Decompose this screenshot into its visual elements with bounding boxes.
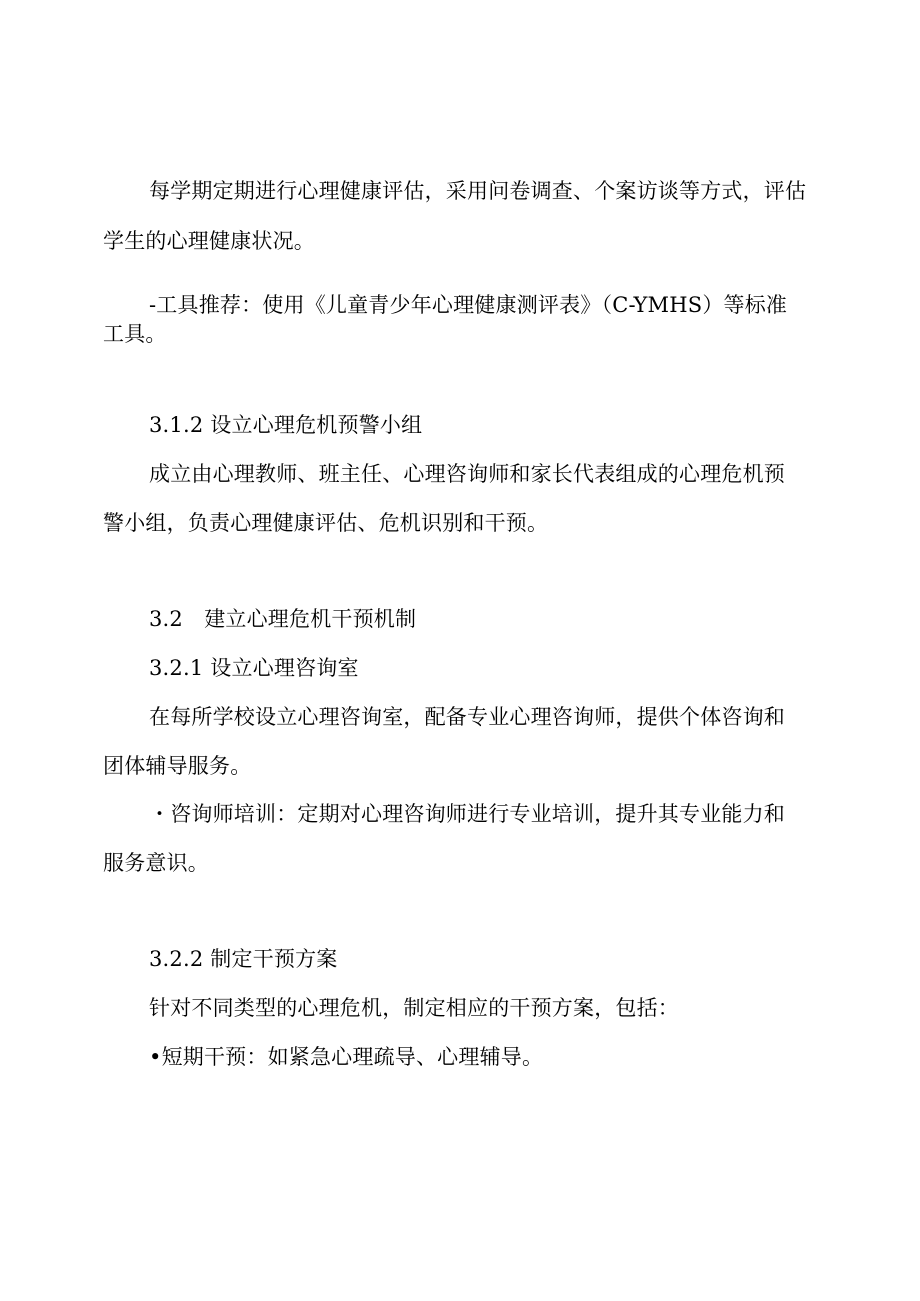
section-heading-3-1-2: 3.1.2 设立心理危机预警小组 (149, 413, 423, 437)
paragraph-intervention-plan: 针对不同类型的心理危机，制定相应的干预方案，包括： (149, 996, 679, 1020)
paragraph-assessment-line-1: 每学期定期进行心理健康评估，采用问卷调查、个案访谈等方式，评估 (149, 179, 807, 203)
tool-recommendation-line-1: -工具推荐：使用《儿童青少年心理健康测评表》（C-YMHS）等标准 (149, 293, 788, 317)
section-heading-3-2-1: 3.2.1 设立心理咨询室 (149, 656, 359, 680)
bullet-counselor-training-line-2: 服务意识。 (103, 851, 209, 875)
section-heading-3-2-2: 3.2.2 制定干预方案 (149, 947, 338, 971)
paragraph-counseling-room-line-1: 在每所学校设立心理咨询室，配备专业心理咨询师，提供个体咨询和 (149, 705, 785, 729)
paragraph-assessment-line-2: 学生的心理健康状况。 (103, 229, 315, 253)
bullet-counselor-training-line-1: ・咨询师培训：定期对心理咨询师进行专业培训，提升其专业能力和 (149, 802, 785, 826)
paragraph-warning-group-line-2: 警小组，负责心理健康评估、危机识别和干预。 (103, 511, 549, 535)
tool-recommendation-line-2: 工具。 (103, 322, 167, 346)
paragraph-counseling-room-line-2: 团体辅导服务。 (103, 754, 252, 778)
paragraph-warning-group-line-1: 成立由心理教师、班主任、心理咨询师和家长代表组成的心理危机预 (149, 462, 785, 486)
bullet-short-term-intervention: •短期干预：如紧急心理疏导、心理辅导。 (149, 1045, 544, 1069)
section-heading-3-2: 3.2 建立心理危机干预机制 (149, 607, 417, 631)
